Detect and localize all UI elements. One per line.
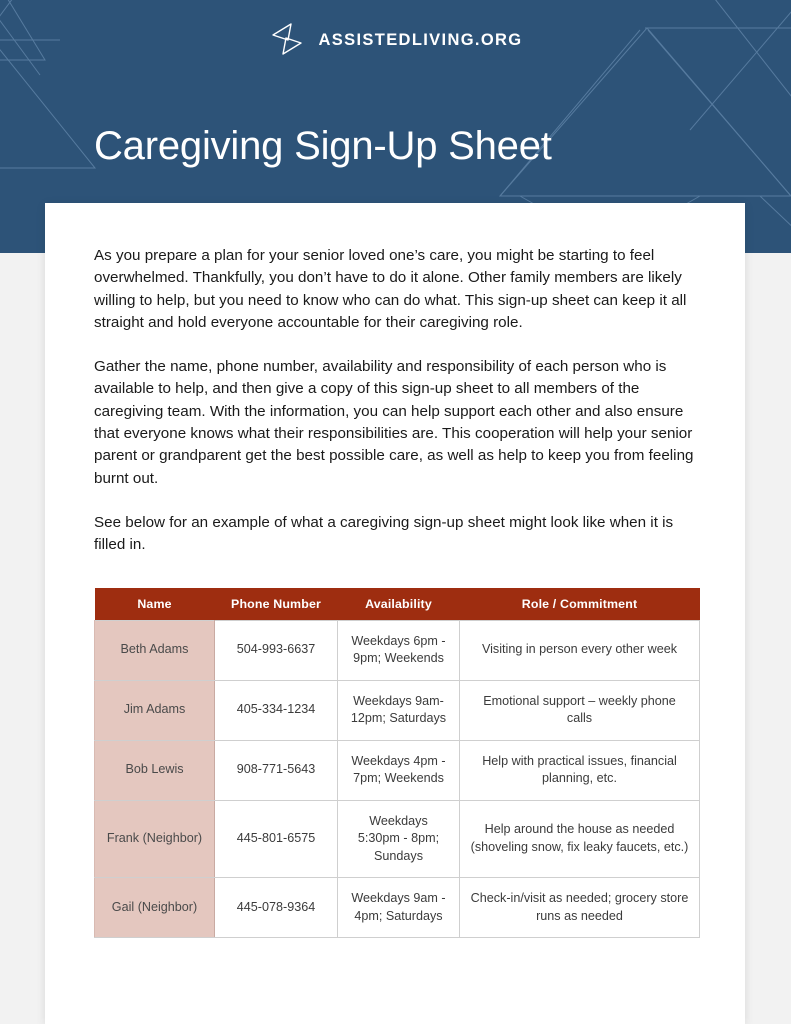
cell-role: Emotional support – weekly phone calls bbox=[460, 680, 700, 740]
intro-paragraph-2: Gather the name, phone number, availability and responsibility of each person who is available to help, and then give a copy of this sign-up sheet to all members of the caregiving team. With the information, you can help support each other and also ensure that everyone knows what their responsibilities are. This cooperation will help your senior parent or grandparent get the best possible care, as well as help to keep you from feeling burnt out. bbox=[94, 358, 694, 487]
column-header-availability: Availability bbox=[338, 588, 460, 621]
table-row bbox=[95, 878, 700, 938]
table-header bbox=[95, 588, 700, 621]
intro-paragraph-3: See below for an example of what a caregiving sign-up sheet might look like when it is filled in. bbox=[94, 513, 674, 554]
content-card bbox=[45, 203, 745, 1024]
brand-logo-row bbox=[0, 18, 791, 62]
cell-name: Jim Adams bbox=[95, 680, 215, 740]
table-row bbox=[95, 620, 700, 680]
caregiving-signup-table bbox=[94, 588, 700, 939]
cell-phone: 908-771-5643 bbox=[215, 740, 338, 800]
table-row bbox=[95, 800, 700, 878]
intro-paragraph-1: As you prepare a plan for your senior loved one’s care, you might be starting to feel overwhelmed. Thankfully, you don’t have to do it alone. Other family members are likely willing to help, but you need to know who can do what. This sign-up sheet can keep it all straight and hold everyone accountable for their caregiving role. bbox=[94, 247, 687, 331]
brand-name: ASSISTEDLIVING.ORG bbox=[318, 30, 523, 49]
cell-role: Visiting in person every other week bbox=[460, 620, 700, 680]
cell-phone: 405-334-1234 bbox=[215, 680, 338, 740]
table-row bbox=[95, 680, 700, 740]
cell-name: Gail (Neighbor) bbox=[95, 878, 215, 938]
cell-availability: Weekdays 6pm - 9pm; Weekends bbox=[338, 620, 460, 680]
cell-availability: Weekdays 5:30pm - 8pm; Sundays bbox=[338, 800, 460, 878]
cell-availability: Weekdays 9am - 4pm; Saturdays bbox=[338, 878, 460, 938]
cell-availability: Weekdays 9am-12pm; Saturdays bbox=[338, 680, 460, 740]
cell-name: Bob Lewis bbox=[95, 740, 215, 800]
cell-role: Help around the house as needed (shoveling snow, fix leaky faucets, etc.) bbox=[460, 800, 700, 878]
cell-name: Frank (Neighbor) bbox=[95, 800, 215, 878]
cell-phone: 445-078-9364 bbox=[215, 878, 338, 938]
cell-role: Check-in/visit as needed; grocery store runs as needed bbox=[460, 878, 700, 938]
assistedliving-arrow-logo-icon bbox=[269, 21, 305, 59]
cell-role: Help with practical issues, financial planning, etc. bbox=[460, 740, 700, 800]
column-header-name: Name bbox=[95, 588, 215, 621]
cell-availability: Weekdays 4pm - 7pm; Weekends bbox=[338, 740, 460, 800]
cell-name: Beth Adams bbox=[95, 620, 215, 680]
content-card-inner bbox=[45, 203, 745, 938]
table-row bbox=[95, 740, 700, 800]
table-header-row bbox=[95, 588, 700, 621]
signup-table-wrapper bbox=[94, 588, 699, 939]
cell-phone: 504-993-6637 bbox=[215, 620, 338, 680]
column-header-phone: Phone Number bbox=[215, 588, 338, 621]
table-body bbox=[95, 620, 700, 938]
cell-phone: 445-801-6575 bbox=[215, 800, 338, 878]
page-title: Caregiving Sign-Up Sheet bbox=[94, 123, 552, 168]
column-header-role: Role / Commitment bbox=[460, 588, 700, 621]
